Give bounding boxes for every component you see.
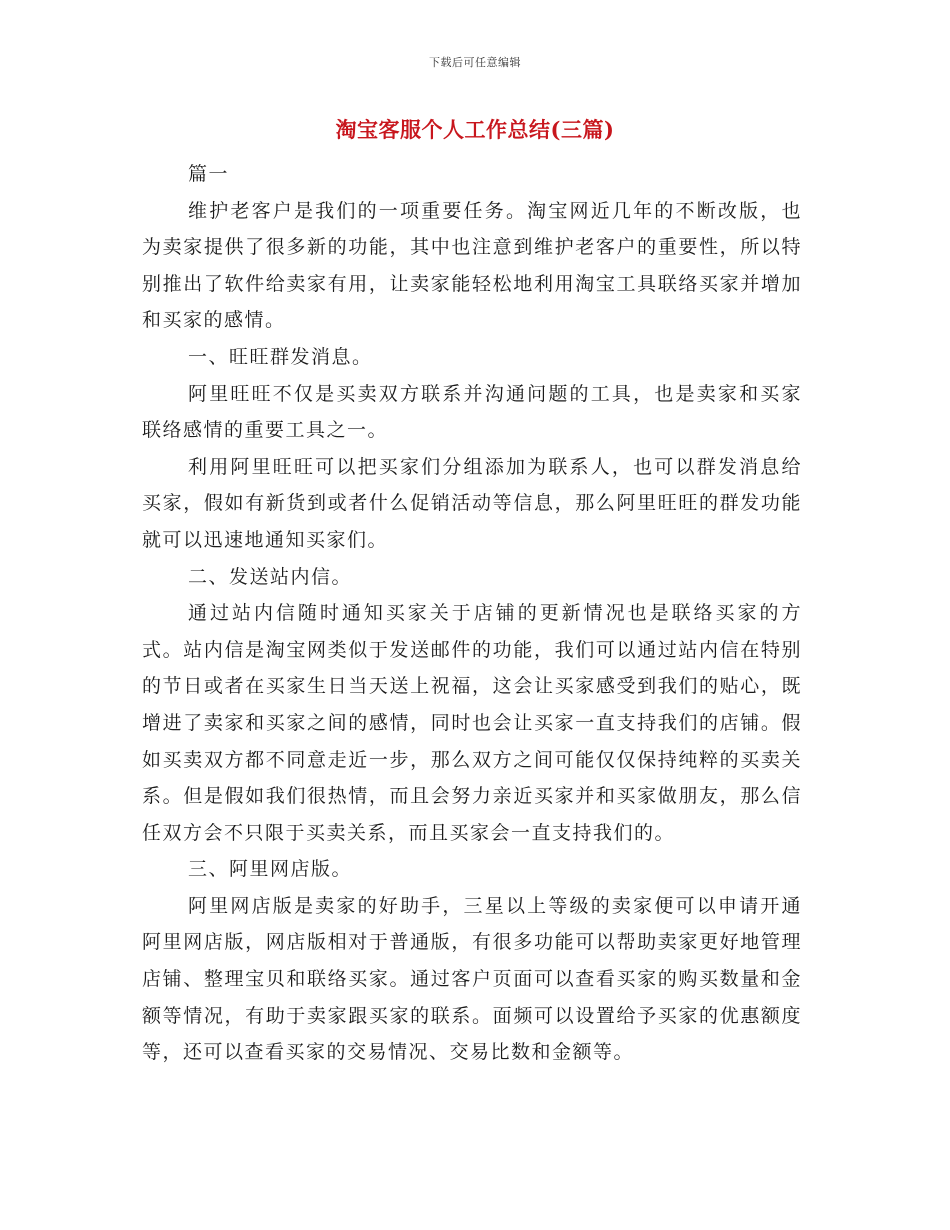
document-body (142, 156, 802, 1071)
body-paragraph: 阿里旺旺不仅是买卖双方联系并沟通问题的工具，也是卖家和买家联络感情的重要工具之一。 (142, 382, 802, 442)
body-paragraph: 利用阿里旺旺可以把买家们分组添加为联系人，也可以群发消息给买家，假如有新货到或者什么促销活动等信息，那么阿里旺旺的群发功能就可以迅速地通知买家们。 (142, 455, 802, 551)
section-heading: 一、旺旺群发消息。 (188, 345, 373, 368)
section-heading: 三、阿里网店版。 (188, 858, 353, 881)
body-paragraph: 通过站内信随时通知买家关于店铺的更新情况也是联络买家的方式。站内信是淘宝网类似于发送邮件的功能，我们可以通过站内信在特别的节日或者在买家生日当天送上祝福，这会让买家感受到我们的贴心，既增进了卖家和买家之间的感情，同时也会让买家一直支持我们的店铺。假如买卖双方都不同意走近一步，那么双方之间可能仅仅保持纯粹的买卖关系。但是假如我们很热情，而且会努力亲近买家并和买家做朋友，那么信任双方会不只限于买卖关系，而且买家会一直支持我们的。 (142, 602, 802, 844)
page-header-note: 下载后可任意编辑 (429, 56, 521, 69)
section-heading: 二、发送站内信。 (188, 565, 353, 588)
body-paragraph: 阿里网店版是卖家的好助手，三星以上等级的卖家便可以申请开通阿里网店版，网店版相对于普通版，有很多功能可以帮助卖家更好地管理店铺、整理宝贝和联络买家。通过客户页面可以查看买家的购买数量和金额等情况，有助于卖家跟买家的联系。面频可以设置给予买家的优惠额度等，还可以查看买家的交易情况、交易比数和金额等。 (142, 894, 802, 1064)
body-paragraph: 维护老客户是我们的一项重要任务。淘宝网近几年的不断改版，也为卖家提供了很多新的功能，其中也注意到维护老客户的重要性，所以特别推出了软件给卖家有用，让卖家能轻松地利用淘宝工具联络买家并增加和买家的感情。 (142, 199, 802, 332)
section-label: 篇一 (188, 163, 230, 185)
document-title: 淘宝客服个人工作总结(三篇) (335, 117, 615, 142)
